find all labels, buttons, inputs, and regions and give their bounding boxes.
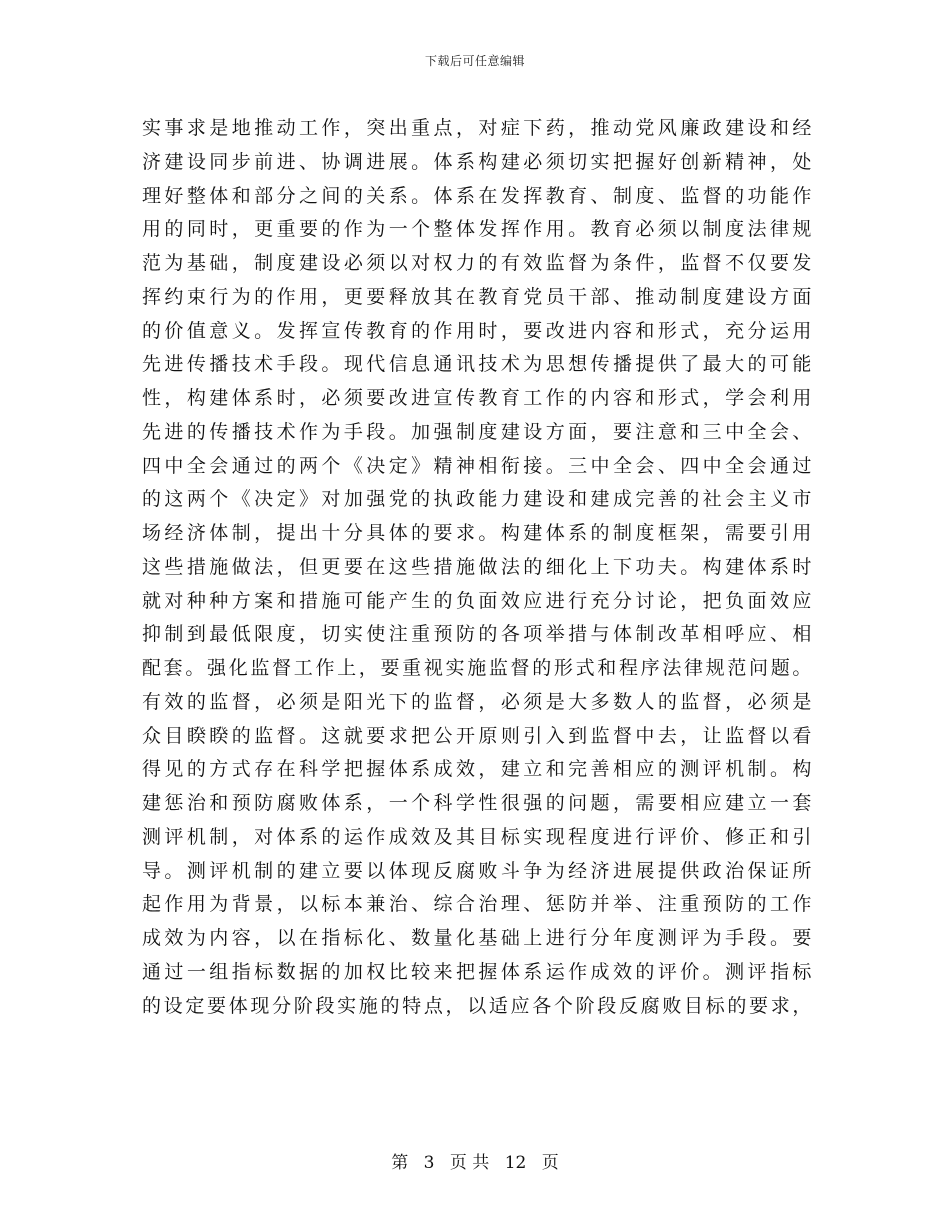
body-line: 四中全会通过的两个《决定》精神相衔接。三中全会、四中全会通过 (142, 454, 812, 477)
body-line: 范为基础，制度建设必须以对权力的有效监督为条件，监督不仅要发 (142, 252, 812, 274)
body-line: 众目睽睽的监督。这就要求把公开原则引入到监督中去，让监督以看 (142, 724, 812, 747)
body-line: 导。测评机制的建立要以体现反腐败斗争为经济进展提供政治保证所 (142, 859, 812, 882)
body-line: 就对种种方案和措施可能产生的负面效应进行充分讨论，把负面效应 (142, 589, 812, 612)
body-line: 济建设同步前进、协调进展。体系构建必须切实把握好创新精神，处 (142, 150, 812, 173)
body-line: 得见的方式存在科学把握体系成效，建立和完善相应的测评机制。构 (142, 758, 812, 781)
total-pages-number: 12 (504, 1153, 527, 1173)
footer-suffix: 页 (541, 1153, 559, 1173)
body-line: 通过一组指标数据的加权比较来把握体系运作成效的评价。测评指标 (142, 960, 812, 983)
body-line: 性，构建体系时，必须要改进宣传教育工作的内容和形式，学会利用 (142, 387, 812, 409)
body-line: 的设定要体现分阶段实施的特点，以适应各个阶段反腐败目标的要求， (142, 994, 812, 1017)
body-line: 起作用为背景，以标本兼治、综合治理、惩防并举、注重预防的工作 (142, 893, 812, 916)
body-line: 实事求是地推动工作，突出重点，对症下药，推动党风廉政建设和经 (142, 117, 812, 139)
header-text: 下载后可任意编辑 (424, 54, 525, 68)
footer-middle: 页 共 (449, 1153, 490, 1173)
page-header (0, 52, 950, 69)
body-line: 用的同时，更重要的作为一个整体发挥作用。教育必须以制度法律规 (142, 218, 812, 241)
body-line: 理好整体和部分之间的关系。体系在发挥教育、制度、监督的功能作 (142, 184, 812, 207)
body-line: 先进的传播技术作为手段。加强制度建设方面，要注意和三中全会、 (142, 420, 812, 443)
body-line: 成效为内容，以在指标化、数量化基础上进行分年度测评为手段。要 (142, 927, 812, 949)
body-line: 这些措施做法，但更要在这些措施做法的细化上下功夫。构建体系时 (142, 555, 812, 578)
body-line: 的价值意义。发挥宣传教育的作用时，要改进内容和形式，充分运用 (142, 319, 812, 342)
body-line: 建惩治和预防腐败体系，一个科学性很强的问题，需要相应建立一套 (142, 792, 812, 814)
body-line: 抑制到最低限度，切实使注重预防的各项举措与体制改革相呼应、相 (142, 623, 812, 646)
body-line: 挥约束行为的作用，更要释放其在教育党员干部、推动制度建设方面 (142, 285, 812, 308)
footer-prefix: 第 (391, 1153, 409, 1173)
current-page-number: 3 (423, 1153, 435, 1173)
body-line: 测评机制，对体系的运作成效及其目标实现程度进行评价、修正和引 (142, 825, 812, 848)
body-line: 有效的监督，必须是阳光下的监督，必须是大多数人的监督，必须是 (142, 690, 812, 713)
body-line: 配套。强化监督工作上，要重视实施监督的形式和程序法律规范问题。 (142, 657, 812, 679)
document-body (142, 112, 812, 1023)
body-line: 场经济体制，提出十分具体的要求。构建体系的制度框架，需要引用 (142, 522, 812, 544)
body-line: 先进传播技术手段。现代信息通讯技术为思想传播提供了最大的可能 (142, 353, 812, 376)
page-footer (0, 1148, 950, 1173)
body-line: 的这两个《决定》对加强党的执政能力建设和建成完善的社会主义市 (142, 488, 812, 511)
